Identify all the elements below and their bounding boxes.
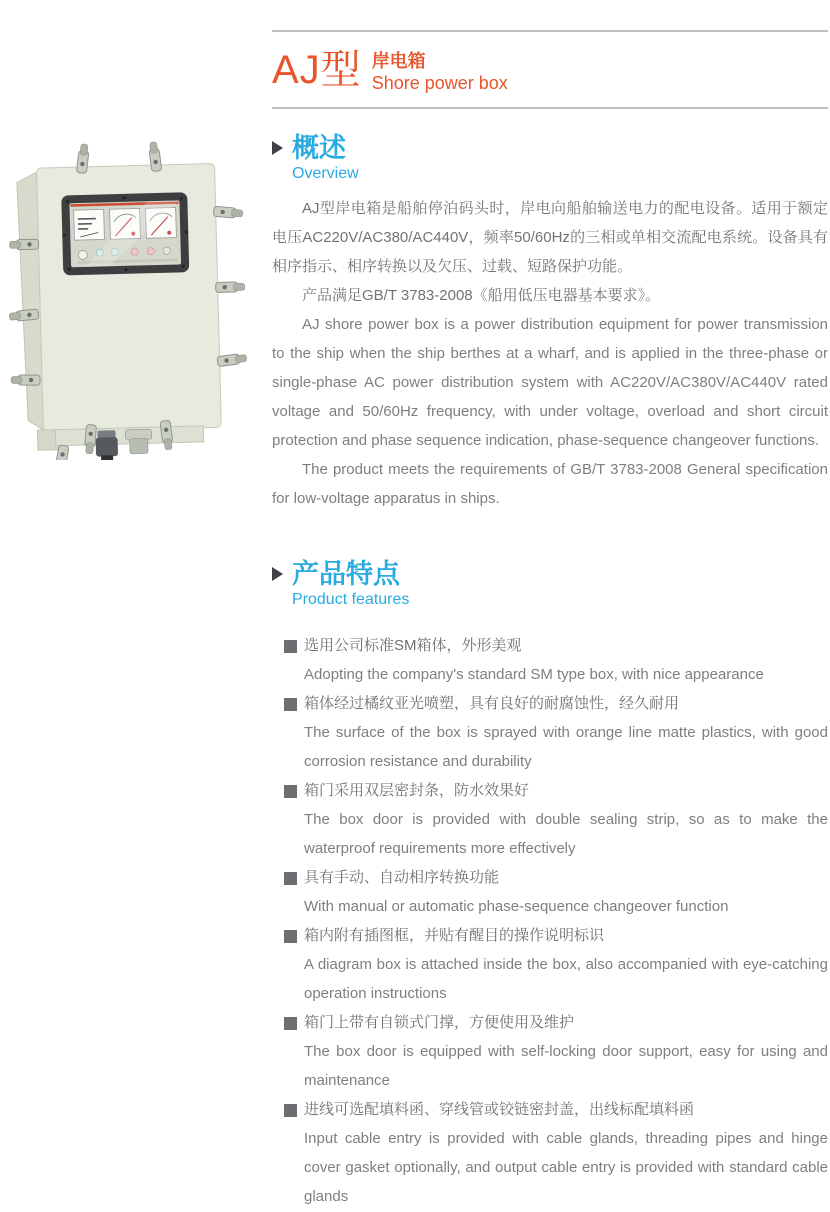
- product-name-en: Shore power box: [371, 73, 508, 93]
- square-bullet-icon: [284, 872, 297, 885]
- feature-desc-en: Input cable entry is provided with cable glands, threading pipes and hinge cover gasket optionally, and output cable entry is provided with standard cable glands: [304, 1130, 828, 1205]
- overview-paragraph-zh: 产品满足GB/T 3783-2008《船用低压电器基本要求》。: [302, 287, 661, 304]
- overview-heading-en: Overview: [292, 165, 359, 182]
- feature-title-zh: [284, 777, 828, 805]
- square-bullet-icon: [284, 930, 297, 943]
- feature-desc-en: The box door is equipped with self-locking door support, easy for using and maintenance: [304, 1043, 828, 1089]
- feature-title-zh: [284, 864, 828, 892]
- square-bullet-icon: [284, 1017, 297, 1030]
- feature-item: [272, 864, 828, 921]
- feature-title-text: 进线可选配填料函、穿线管或铰链密封盖，出线标配填料函: [304, 1101, 695, 1118]
- feature-item: [272, 1009, 828, 1095]
- feature-title-text: 选用公司标准SM箱体，外形美观: [304, 637, 522, 654]
- feature-title-text: 箱门采用双层密封条，防水效果好: [304, 782, 530, 799]
- features-list: [272, 632, 828, 1211]
- features-heading-text: [292, 559, 409, 610]
- feature-title-zh: [284, 1096, 828, 1124]
- triangle-bullet-icon: [272, 141, 283, 155]
- square-bullet-icon: [284, 698, 297, 711]
- overview-heading-text: [292, 133, 359, 184]
- feature-desc-en: Adopting the company's standard SM type box, with nice appearance: [304, 666, 764, 683]
- model-name: AJ型: [272, 48, 362, 92]
- cable-gland-dark: [95, 430, 118, 460]
- feature-desc-en: A diagram box is attached inside the box, also accompanied with eye-catching operation instructions: [304, 956, 828, 1002]
- overview-body: [272, 194, 828, 513]
- feature-title-zh: [284, 1009, 828, 1037]
- overview-heading-zh: 概述: [292, 133, 346, 163]
- meter-window: [61, 192, 189, 275]
- features-section: [272, 559, 828, 1211]
- cable-gland-light: [125, 429, 152, 454]
- overview-section: [272, 133, 828, 513]
- overview-paragraph-en: The product meets the requirements of GB/T 3783-2008 General specification for low-voltage apparatus in ships.: [272, 461, 828, 507]
- square-bullet-icon: [284, 640, 297, 653]
- overview-paragraph-zh: AJ型岸电箱是船舶停泊码头时，岸电向船舶输送电力的配电设备。适用于额定电压AC220V/AC380/AC440V，频率50/60Hz的三相或单相交流配电系统。设备具有相序指示、相序转换以及欠压、过载、短路保护功能。: [272, 200, 828, 275]
- analog-meter: [74, 209, 105, 240]
- features-heading-en: Product features: [292, 591, 410, 608]
- content-column: [272, 0, 828, 1212]
- feature-title-zh: [284, 922, 828, 950]
- feature-item: [272, 632, 828, 689]
- features-heading-zh: 产品特点: [292, 559, 400, 589]
- feature-title-text: 箱内附有插图框，并贴有醒目的操作说明标识: [304, 927, 605, 944]
- feature-item: [272, 922, 828, 1008]
- product-name: [372, 51, 508, 94]
- feature-item: [272, 1096, 828, 1211]
- shore-power-box-illustration: [0, 130, 270, 460]
- triangle-bullet-icon: [272, 567, 283, 581]
- feature-desc-en: With manual or automatic phase-sequence changeover function: [304, 898, 729, 915]
- product-photo: [0, 130, 270, 460]
- feature-title-text: 箱门上带有自锁式门撑，方便使用及维护: [304, 1014, 575, 1031]
- feature-desc-en: The box door is provided with double sealing strip, so as to make the waterproof requirements more effectively: [304, 811, 828, 857]
- feature-title-text: 箱体经过橘纹亚光喷塑，具有良好的耐腐蚀性，经久耐用: [304, 695, 680, 712]
- divider-under-title: [272, 107, 828, 109]
- feature-title-zh: [284, 632, 828, 660]
- square-bullet-icon: [284, 1104, 297, 1117]
- overview-paragraph-en: AJ shore power box is a power distribution equipment for power transmission to the ship when the ship berthes at a wharf, and is applied in the three-phase or single-phase AC power distribution system with AC220V/AC380V/AC440V rated voltage and 50/60Hz frequency, with under voltage, overload and short circuit protection and phase sequence indication, phase-sequence changeover functions.: [272, 316, 828, 449]
- divider-top: [272, 30, 828, 32]
- overview-heading: [272, 133, 828, 184]
- feature-item: [272, 690, 828, 776]
- feature-title-zh: [284, 690, 828, 718]
- feature-item: [272, 777, 828, 863]
- page-title: [272, 48, 828, 94]
- feature-desc-en: The surface of the box is sprayed with orange line matte plastics, with good corrosion resistance and durability: [304, 724, 828, 770]
- feature-title-text: 具有手动、自动相序转换功能: [304, 869, 500, 886]
- product-name-zh: 岸电箱: [371, 51, 426, 71]
- square-bullet-icon: [284, 785, 297, 798]
- features-heading: [272, 559, 828, 610]
